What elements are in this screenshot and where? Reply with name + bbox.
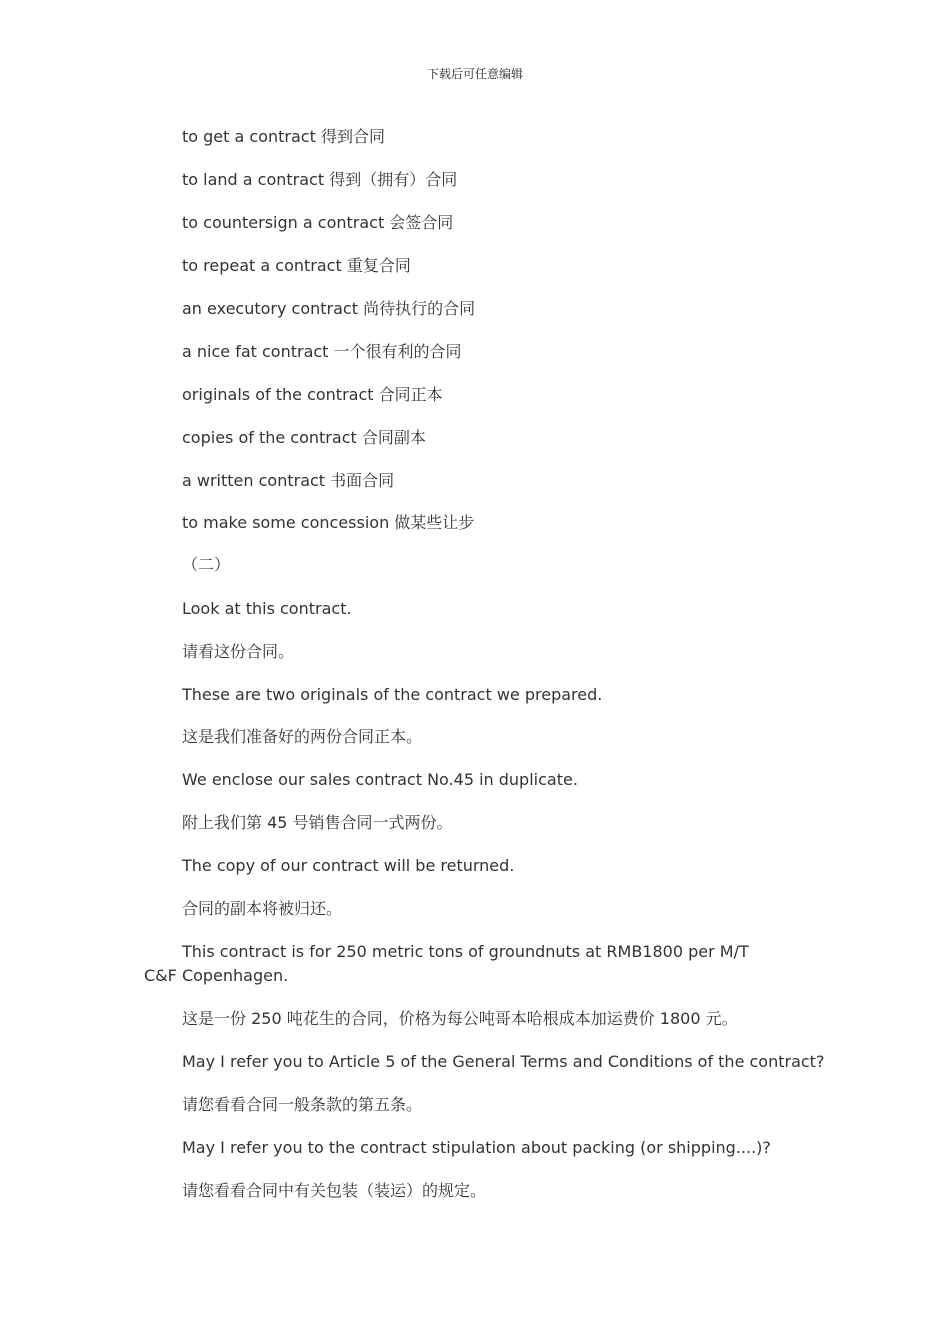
page-header: 下载后可任意编辑 (426, 67, 523, 81)
sentence-line: 请看这份合同。 (182, 642, 295, 661)
sentence-line: 这是我们准备好的两份合同正本。 (182, 727, 423, 746)
phrase-line: to get a contract 得到合同 (182, 127, 385, 146)
phrase-line: to countersign a contract 会签合同 (182, 213, 454, 232)
sentence-line: These are two originals of the contract we prepared. (182, 685, 603, 704)
sentence-line: 这是一份 250 吨花生的合同，价格为每公吨哥本哈根成本加运费价 1800 元。 (182, 1009, 738, 1028)
phrase-line: a written contract 书面合同 (182, 471, 395, 490)
phrase-line: an executory contract 尚待执行的合同 (182, 299, 476, 318)
section-heading: （二） (182, 555, 231, 574)
sentence-line: The copy of our contract will be returned. (182, 856, 515, 875)
phrase-line: a nice fat contract 一个很有利的合同 (182, 342, 462, 361)
sentence-line: May I refer you to Article 5 of the General Terms and Conditions of the contract? (182, 1052, 825, 1071)
sentence-line: May I refer you to the contract stipulation about packing (or shipping....)? (182, 1138, 771, 1157)
sentence-line: 合同的副本将被归还。 (182, 899, 343, 918)
phrase-line: to make some concession 做某些让步 (182, 513, 475, 532)
sentence-line: Look at this contract. (182, 599, 352, 618)
phrase-line: copies of the contract 合同副本 (182, 428, 426, 447)
sentence-line: 请您看看合同一般条款的第五条。 (182, 1095, 423, 1114)
sentence-line: 附上我们第 45 号销售合同一式两份。 (182, 813, 453, 832)
phrase-line: to repeat a contract 重复合同 (182, 256, 411, 275)
phrase-line: originals of the contract 合同正本 (182, 385, 443, 404)
sentence-line: This contract is for 250 metric tons of groundnuts at RMB1800 per M/T C&F Copenhagen. (144, 942, 749, 985)
phrase-line: to land a contract 得到（拥有）合同 (182, 170, 458, 189)
sentence-line: We enclose our sales contract No.45 in duplicate. (182, 770, 578, 789)
sentence-line: 请您看看合同中有关包装（装运）的规定。 (182, 1181, 487, 1200)
